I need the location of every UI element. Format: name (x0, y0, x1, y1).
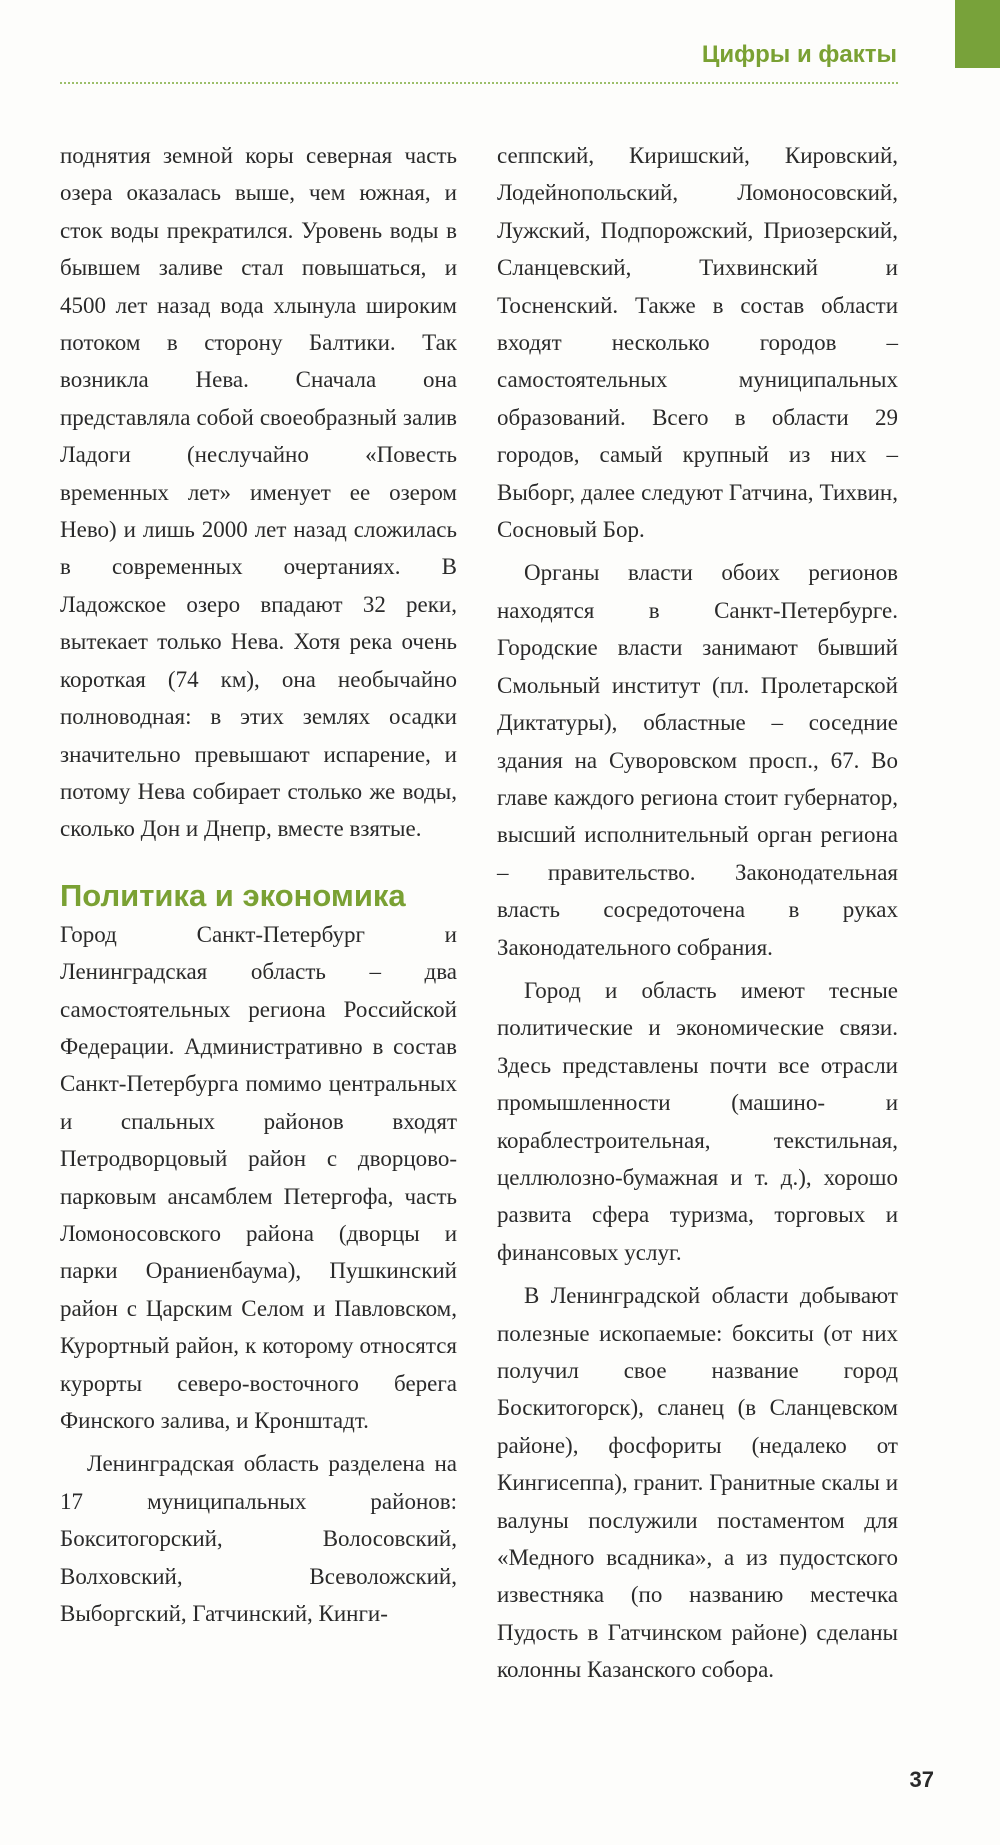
left-paragraph-1: поднятия земной коры северная часть озера оказалась выше, чем южная, и сток воды прекратился. Уровень воды в бывшем заливе стал повышаться, и 4500 лет назад вода хлынула широким потоком в сторону Балтики. Так возникла Нева. Сначала она представляла собой своеобразный залив Ладоги (неслучайно «Повесть временных лет» именует ее озером Нево) и лишь 2000 лет назад сложилась в современных очертаниях. В Ладожское озеро впадают 32 реки, вытекает только Нева. Хотя река очень короткая (74 км), она необычайно полноводная: в этих землях осадки значительно превышают испарение, и потому Нева собирает столько же воды, сколько Дон и Днепр, вместе взятые. (60, 143, 457, 842)
left-column (60, 137, 457, 1632)
left-paragraph-3: Ленинградская область разделена на 17 муниципальных районов: Бокситогорский, Волосовский, Волховский, Всеволожский, Выборгский, Гатчинский, Кинги- (60, 1451, 457, 1627)
right-paragraph-3: Город и область имеют тесные политические и экономические связи. Здесь представлены почти все отрасли промышленности (машино- и кораблестроительная, текстильная, целлюлозно-бумажная и т. д.), хорошо развита сфера туризма, торговых и финансовых услуг. (497, 977, 898, 1265)
header-divider (60, 82, 898, 84)
section-heading: Политика и экономика (60, 877, 406, 913)
right-column (497, 137, 898, 1689)
right-paragraph-2: Органы власти обоих регионов находятся в Санкт-Петербурге. Городские власти занимают бывший Смольный институт (пл. Пролетарской Диктатуры), областные – соседние здания на Суворовском просп., 67. Во главе каждого региона стоит губернатор, высший исполнительный орган региона – правительство. Законодательная власть сосредоточена в руках Законодательного собрания. (497, 560, 898, 960)
page-number: 37 (909, 1767, 934, 1792)
right-paragraph-4: В Ленинградской области добывают полезные ископаемые: бокситы (от них получил свое название город Боскитогорск), сланец (в Сланцевском районе), фосфориты (недалеко от Кингисеппа), гранит. Гранитные скалы и валуны послужили постаментом для «Медного всадника», а из пудостского известняка (по названию местечка Пудость в Гатчинском районе) сделаны колонны Казанского собора. (497, 1283, 898, 1683)
chapter-tab (955, 0, 1000, 68)
left-paragraph-2: Город Санкт-Петербург и Ленинградская область – два самостоятельных региона Российской Федерации. Административно в состав Санкт-Петербурга помимо центральных и спальных районов входят Петродворцовый район с дворцово-парковым ансамблем Петергофа, часть Ломоносовского района (дворцы и парки Ораниенбаума), Пушкинский район с Царским Селом и Павловском, Курортный район, к которому относятся курорты северо-восточного берега Финского залива, и Кронштадт. (60, 921, 457, 1433)
right-paragraph-1: сеппский, Киришский, Кировский, Лодейнопольский, Ломоносовский, Лужский, Подпорожский, Приозерский, Сланцевский, Тихвинский и Тосненский. Также в состав области входят несколько городов – самостоятельных муниципальных образований. Всего в области 29 городов, самый крупный из них – Выборг, далее следуют Гатчина, Тихвин, Сосновый Бор. (497, 143, 898, 543)
running-title: Цифры и факты (701, 41, 897, 68)
